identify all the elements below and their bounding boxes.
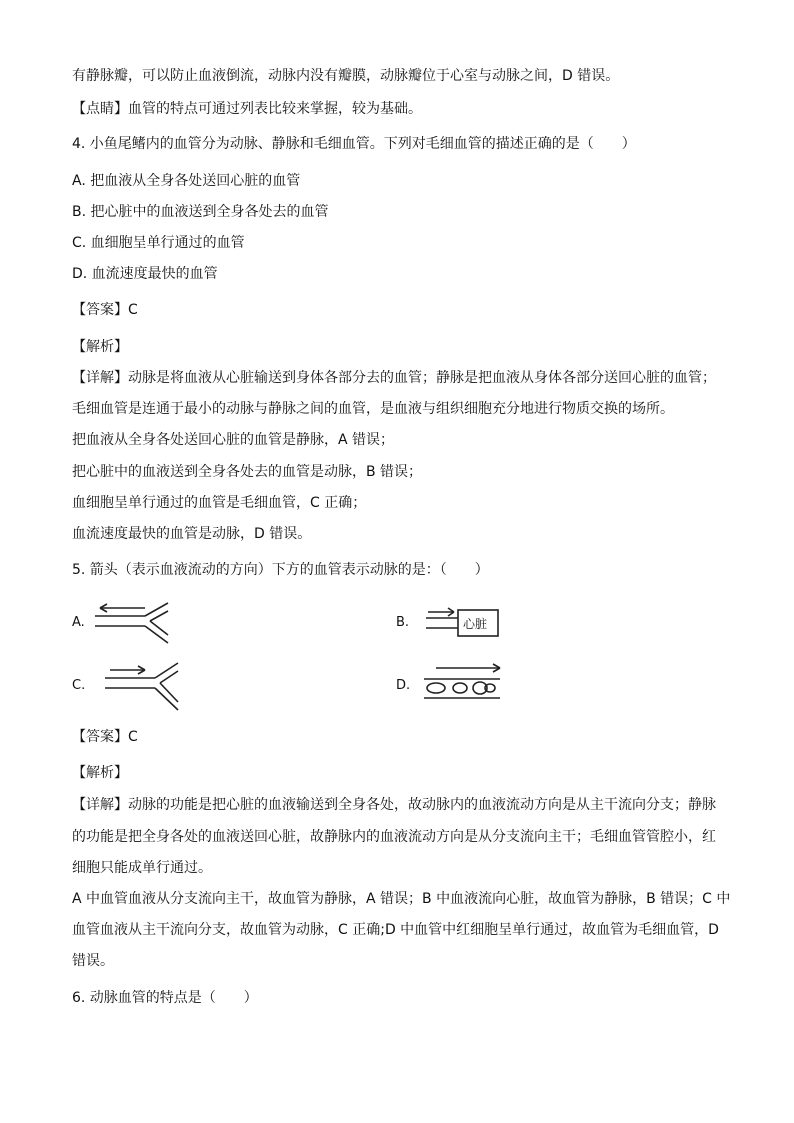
question-4-option-a: A. 把血液从全身各处送回心脏的血管 [72, 173, 301, 189]
diagram-d-capillary [420, 662, 510, 704]
option-c-label: C. [72, 678, 86, 693]
comment-note: 【点睛】血管的特点可通过列表比较来掌握，较为基础。 [72, 101, 422, 117]
analysis-heading-5: 【解析】 [72, 765, 128, 781]
explanation-5-line: 【详解】动脉的功能是把心脏的血液输送到全身各处，故动脉内的血液流动方向是从主干流向分支；静脉 [72, 797, 716, 813]
explanation-4-line: 【详解】动脉是将血液从心脏输送到身体各部分去的血管；静脉是把血液从身体各部分送回心脏的血管； [72, 370, 716, 386]
text-line: 有静脉瓣，可以防止血液倒流，动脉内没有瓣膜，动脉瓣位于心室与动脉之间，D 错误。 [72, 68, 620, 84]
explanation-4-line: 把血液从全身各处送回心脏的血管是静脉，A 错误； [72, 432, 395, 448]
question-5: 5. 箭头（表示血液流动的方向）下方的血管表示动脉的是：（ ） [72, 562, 489, 578]
question-6: 6. 动脉血管的特点是（ ） [72, 990, 258, 1006]
question-4-option-b: B. 把心脏中的血液送到全身各处去的血管 [72, 204, 329, 220]
diagram-b-heart [424, 604, 514, 644]
explanation-5-line: 错误。 [72, 953, 114, 969]
option-a-label: A. [72, 615, 85, 630]
explanation-5-line: A 中血管血液从分支流向主干，故血管为静脉，A 错误；B 中血液流向心脏，故血管为静脉，B 错误；C 中 [72, 891, 731, 907]
explanation-5-line: 血管血液从主干流向分支，故血管为动脉，C 正确;D 中血管中红细胞呈单行通过，故血管为毛细血管，D [72, 922, 719, 938]
analysis-heading-4: 【解析】 [72, 339, 128, 355]
question-4-option-c: C. 血细胞呈单行通过的血管 [72, 235, 245, 251]
explanation-4-line: 血流速度最快的血管是动脉，D 错误。 [72, 526, 312, 542]
question-4: 4. 小鱼尾鳍内的血管分为动脉、静脉和毛细血管。下列对毛细血管的描述正确的是（ ） [72, 136, 636, 152]
explanation-5-line: 的功能是把全身各处的血液送回心脏，故静脉内的血液流动方向是从分支流向主干；毛细血管管腔小，红 [72, 829, 716, 845]
answer-4: 【答案】C [72, 302, 138, 318]
explanation-4-line: 毛细血管是连通于最小的动脉与静脉之间的血管，是血液与组织细胞充分地进行物质交换的场所。 [72, 401, 674, 417]
option-d-label: D. [396, 678, 411, 693]
explanation-4-line: 把心脏中的血液送到全身各处去的血管是动脉，B 错误； [72, 464, 423, 480]
diagram-c-artery [100, 660, 190, 715]
explanation-5-line: 细胞只能成单行通过。 [72, 860, 212, 876]
answer-5: 【答案】C [72, 729, 138, 745]
question-4-option-d: D. 血流速度最快的血管 [72, 266, 218, 282]
diagram-a-vein [90, 598, 180, 648]
explanation-4-line: 血细胞呈单行通过的血管是毛细血管，C 正确； [72, 495, 367, 511]
heart-label: 心脏 [463, 617, 488, 631]
option-b-label: B. [396, 615, 410, 630]
